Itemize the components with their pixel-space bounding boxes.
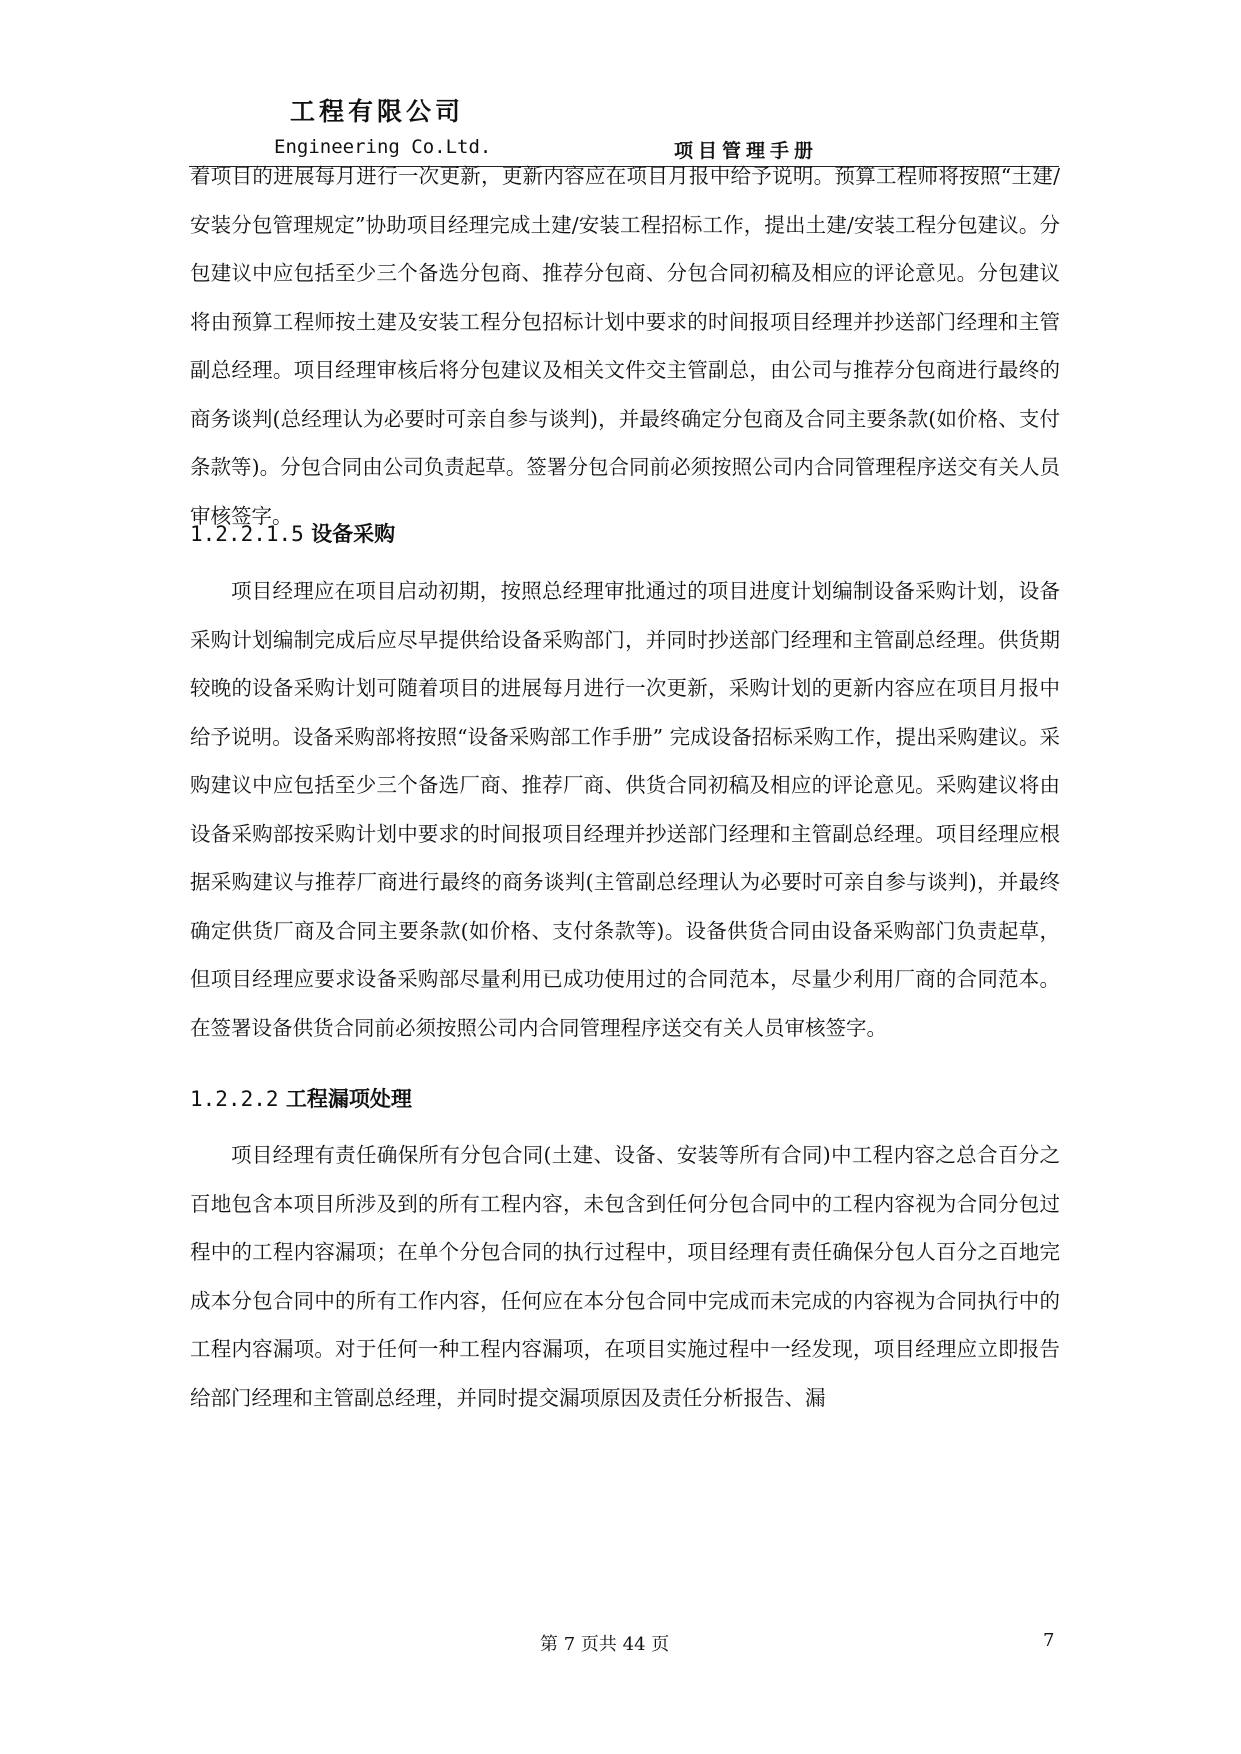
company-name: 工程有限公司 [290,97,465,126]
paragraph-omission-handling: 项目经理有责任确保所有分包合同(土建、设备、安装等所有合同)中工程内容之总合百分之百地包含本项目所涉及到的所有工程内容，未包含到任何分包合同中的工程内容视为合同分包过程中的工程内容漏项；在单个分包合同的执行过程中，项目经理有责任确保分包人百分之百地完成本分包合同中的所有工作内容，任何应在本分包合同中完成而未完成的内容视为合同执行中的工程内容漏项。对于任何一种工程内容漏项，在项目实施过程中一经发现，项目经理应立即报告给部门经理和主管副总经理，并同时提交漏项原因及责任分析报告、漏 [190,1143,1060,1410]
page-number: 7 [1043,1630,1055,1651]
page-count: 第 7 页共 44 页 [540,1634,670,1655]
company-english-name: Engineering Co.Ltd. [274,136,492,158]
paragraph-continued: 着项目的进展每月进行一次更新，更新内容应在项目月报中给予说明。预算工程师将按照“土建/安装分包管理规定”协助项目经理完成土建/安装工程招标工作，提出土建/安装工程分包建议。分包建议中应包括至少三个备选分包商、推荐分包商、分包合同初稿及相应的评论意见。分包建议将由预算工程师按土建及安装工程分包招标计划中要求的时间报项目经理并抄送部门经理和主管副总经理。项目经理审核后将分包建议及相关文件交主管副总，由公司与推荐分包商进行最终的商务谈判(总经理认为必要时可亲自参与谈判)，并最终确定分包商及合同主要条款(如价格、支付条款等)。分包合同由公司负责起草。签署分包合同前必须按照公司内合同管理程序送交有关人员审核签字。 [190,164,1060,528]
section-number: 1.2.2.2 [190,1087,279,1111]
manual-title: 项目管理手册 [674,140,819,162]
section-title: 工程漏项处理 [285,1086,412,1111]
section-number: 1.2.2.1.5 [190,522,304,546]
section-heading-equipment-procurement [190,518,395,548]
section-heading-omission-handling [190,1083,412,1113]
section-title: 设备采购 [311,521,396,546]
paragraph-equipment-procurement: 项目经理应在项目启动初期，按照总经理审批通过的项目进度计划编制设备采购计划，设备采购计划编制完成后应尽早提供给设备采购部门，并同时抄送部门经理和主管副总经理。供货期较晚的设备采购计划可随着项目的进展每月进行一次更新，采购计划的更新内容应在项目月报中给予说明。设备采购部将按照“设备采购部工作手册” 完成设备招标采购工作，提出采购建议。采购建议中应包括至少三个备选厂商、推荐厂商、供货合同初稿及相应的评论意见。采购建议将由设备采购部按采购计划中要求的时间报项目经理并抄送部门经理和主管副总经理。项目经理应根据采购建议与推荐厂商进行最终的商务谈判(主管副总经理认为必要时可亲自参与谈判)，并最终确定供货厂商及合同主要条款(如价格、支付条款等)。设备供货合同由设备采购部门负责起草，但项目经理应要求设备采购部尽量利用已成功使用过的合同范本，尽量少利用厂商的合同范本。在签署设备供货合同前必须按照公司内合同管理程序送交有关人员审核签字。 [190,579,1060,1040]
